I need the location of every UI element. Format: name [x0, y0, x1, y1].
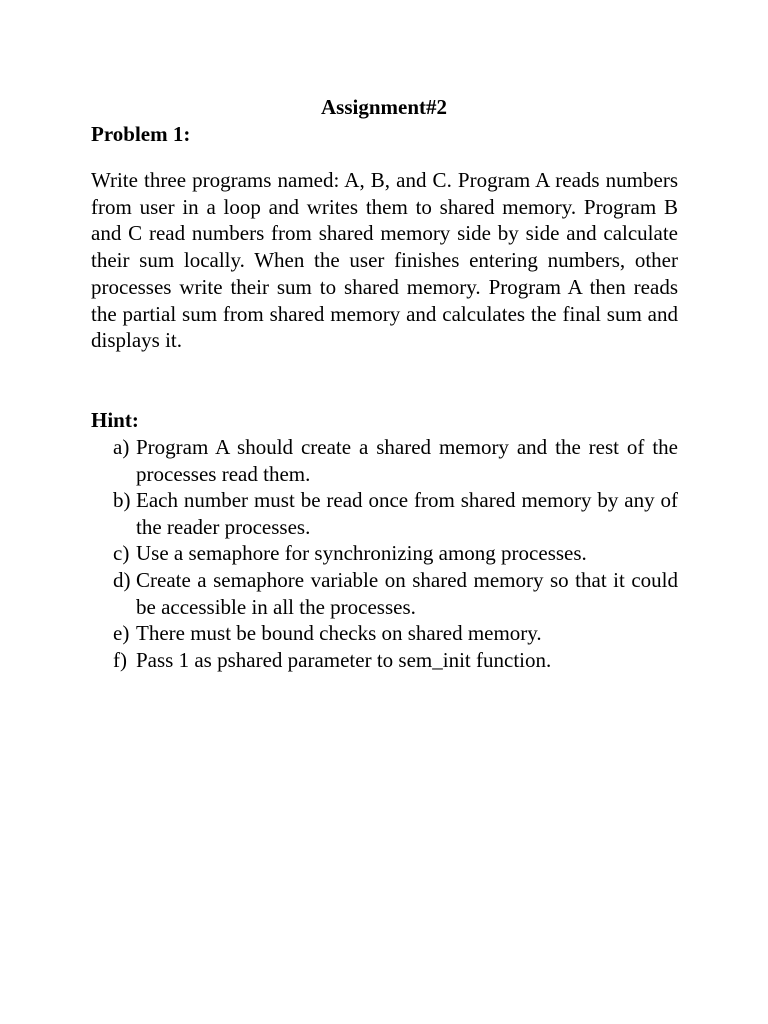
- hint-item-d: [91, 567, 678, 620]
- hint-item-e: [91, 620, 678, 647]
- hint-text: Use a semaphore for synchronizing among processes.: [136, 541, 587, 566]
- hint-marker: f): [113, 647, 127, 672]
- hint-item-f: [91, 647, 678, 674]
- hint-marker: b): [113, 488, 131, 513]
- hint-list: [91, 434, 678, 673]
- hint-text: Each number must be read once from shared memory by any of the reader processes.: [136, 488, 678, 539]
- hint-heading: Hint:: [91, 408, 139, 432]
- hint-marker: a): [113, 435, 130, 459]
- problem-description: Write three programs named: A, B, and C. Program A reads numbers from user in a loop and writes them to shared memory. Program B and C read numbers from shared memory side by side and calculate their sum locally. When the user finishes entering numbers, other processes write their sum to shared memory. Program A then reads the partial sum from shared memory and calculates the final sum and displays it.: [91, 168, 678, 353]
- problem-heading: Problem 1:: [91, 122, 191, 146]
- hint-text: Pass 1 as pshared parameter to sem_init function.: [136, 647, 552, 672]
- hint-marker: d): [113, 567, 131, 592]
- hint-marker: c): [113, 541, 130, 566]
- hint-item-a: [91, 434, 678, 487]
- hint-item-b: [91, 487, 678, 540]
- assignment-title: Assignment#2: [320, 95, 447, 119]
- hint-text: There must be bound checks on shared memory.: [136, 621, 542, 646]
- hint-text: Program A should create a shared memory and the rest of the processes read them.: [136, 435, 678, 486]
- hint-text: Create a semaphore variable on shared memory so that it could be accessible in all the processes.: [136, 567, 678, 619]
- hint-marker: e): [113, 621, 130, 646]
- hint-item-c: [91, 540, 678, 567]
